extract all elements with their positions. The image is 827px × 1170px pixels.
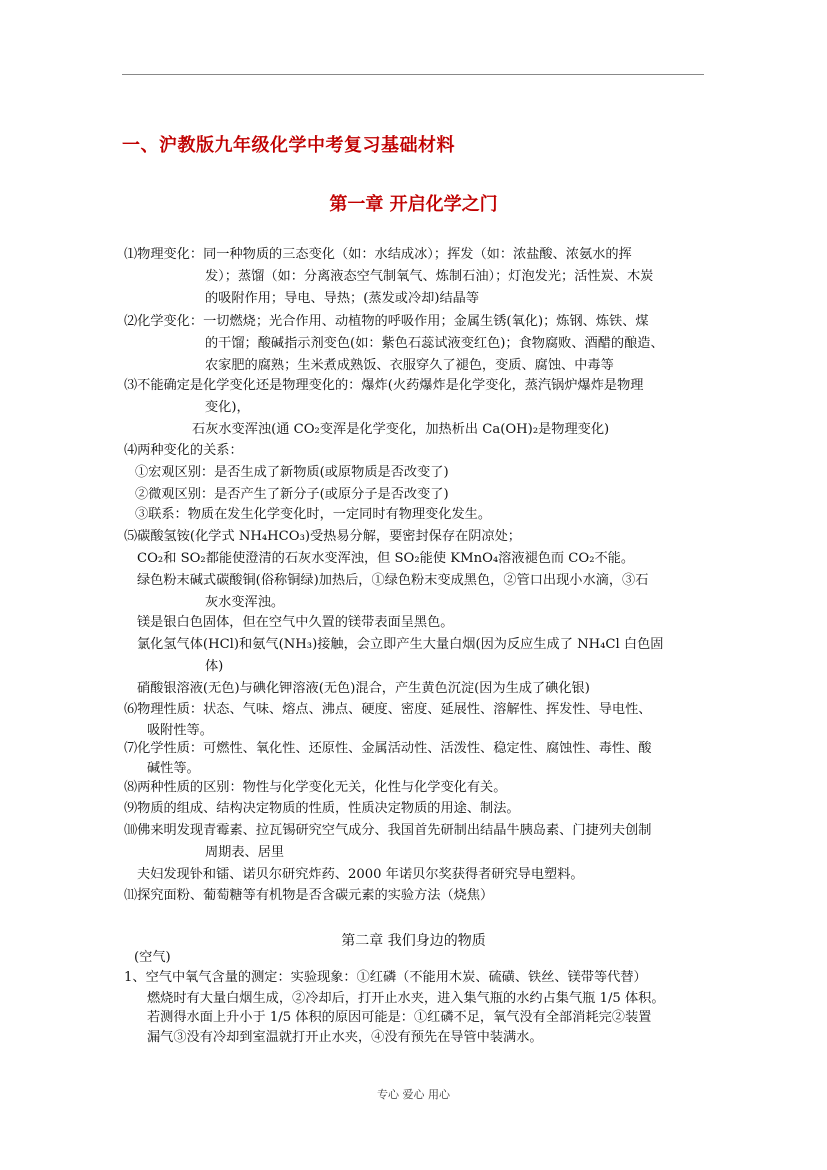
ch1-line-24: ⑺化学性质：可燃性、氧化性、还原性、金属活动性、活泼性、稳定性、腐蚀性、毒性、酸: [124, 741, 652, 756]
ch1-line-16: 绿色粉末碱式碳酸铜(俗称铜绿)加热后，①绿色粉末变成黑色，②管口出现小水滴，③石: [137, 573, 649, 588]
ch1-line-18: 镁是银白色固体，但在空气中久置的镁带表面呈黑色。: [137, 615, 454, 630]
ch1-line-29: 周期表、居里: [205, 845, 285, 860]
ch1-line-6: 农家肥的腐熟；生米煮成熟饭、衣服穿久了褪色，变质、腐蚀、中毒等: [205, 358, 614, 373]
chapter-2-title: 第二章 我们身边的物质: [341, 933, 486, 949]
ch2-line-1: (空气): [134, 950, 171, 965]
ch1-line-30: 夫妇发现钋和镭、诺贝尔研究炸药、2000 年诺贝尔奖获得者研究导电塑料。: [137, 867, 584, 882]
ch2-line-4: 若测得水面上升小于 1/5 体积的原因可能是：①红磷不足，氧气没有全部消耗完②装置: [147, 1010, 652, 1025]
ch1-line-14: ⑸碳酸氢铵(化学式 NH₄HCO₃)受热易分解，要密封保存在阴凉处；: [124, 529, 521, 544]
ch1-line-7: ⑶不能确定是化学变化还是物理变化的：爆炸(火药爆炸是化学变化，蒸汽锅炉爆炸是物理: [124, 378, 644, 393]
ch1-line-13: ③联系：物质在发生化学变化时，一定同时有物理变化发生。: [135, 507, 492, 522]
page-footer: 专心 爱心 用心: [377, 1088, 450, 1101]
ch1-line-22: ⑹物理性质：状态、气味、熔点、沸点、硬度、密度、延展性、溶解性、挥发性、导电性、: [124, 702, 652, 717]
header-rule: [122, 74, 704, 75]
ch1-line-5: 的干馏；酸碱指示剂变色(如：紫色石蕊试液变红色)；食物腐败、酒醋的酿造、: [205, 336, 664, 351]
ch1-line-28: ⑽佛来明发现青霉素、拉瓦锡研究空气成分、我国首先研制出结晶牛胰岛素、门捷列夫创制: [124, 823, 652, 838]
ch1-line-25: 碱性等。: [147, 761, 200, 776]
ch1-line-4: ⑵化学变化：一切燃烧；光合作用、动植物的呼吸作用；金属生锈(氧化)；炼钢、炼铁、煤: [124, 314, 649, 329]
ch1-line-21: 硝酸银溶液(无色)与碘化钾溶液(无色)混合，产生黄色沉淀(因为生成了碘化银): [137, 681, 590, 696]
ch1-line-9: 石灰水变浑浊(通 CO₂变浑是化学变化，加热析出 Ca(OH)₂是物理变化): [192, 422, 610, 437]
ch1-line-1: ⑴物理变化：同一种物质的三态变化（如：水结成冰）；挥发（如：浓盐酸、浓氨水的挥: [124, 247, 632, 262]
ch2-line-2: 1、空气中氧气含量的测定：实验现象：①红磷（不能用木炭、硫磺、铁丝、镁带等代替）: [124, 970, 647, 985]
document-title: 一、沪教版九年级化学中考复习基础材料: [122, 135, 455, 156]
ch1-line-20: 体): [205, 659, 224, 674]
ch1-line-2: 发）；蒸馏（如：分离液态空气制氧气、炼制石油）；灯泡发光；活性炭、木炭: [205, 269, 654, 284]
ch1-line-3: 的吸附作用；导电、导热；(蒸发或冷却)结晶等: [205, 291, 480, 306]
ch2-line-5: 漏气③没有冷却到室温就打开止水夹，④没有预先在导管中装满水。: [147, 1030, 543, 1045]
ch1-line-11: ①宏观区别：是否生成了新物质(或原物质是否改变了): [135, 465, 449, 480]
ch1-line-15: CO₂和 SO₂都能使澄清的石灰水变浑浊，但 SO₂能使 KMnO₄溶液褪色而 CO₂不能。: [137, 551, 635, 566]
ch1-line-17: 灰水变浑浊。: [205, 595, 285, 610]
ch1-line-19: 氯化氢气体(HCl)和氨气(NH₃)接触，会立即产生大量白烟(因为反应生成了 NH₄Cl 白色固: [137, 637, 664, 652]
ch1-line-12: ②微观区别：是否产生了新分子(或原分子是否改变了): [135, 487, 449, 502]
ch1-line-31: ⑾探究面粉、葡萄糖等有机物是否含碳元素的实验方法（烧焦）: [124, 888, 494, 903]
ch1-line-10: ⑷两种变化的关系：: [124, 443, 243, 458]
ch1-line-8: 变化)，: [205, 400, 250, 415]
ch1-line-27: ⑼物质的组成、结构决定物质的性质，性质决定物质的用途、制法。: [124, 801, 520, 816]
ch1-line-23: 吸附性等。: [147, 723, 213, 738]
ch1-line-26: ⑻两种性质的区别：物性与化学变化无关，化性与化学变化有关。: [124, 780, 507, 795]
chapter-1-title: 第一章 开启化学之门: [329, 194, 498, 215]
ch2-line-3: 燃烧时有大量白烟生成，②冷却后，打开止水夹，进入集气瓶的水约占集气瓶 1/5 体积。: [147, 991, 665, 1006]
